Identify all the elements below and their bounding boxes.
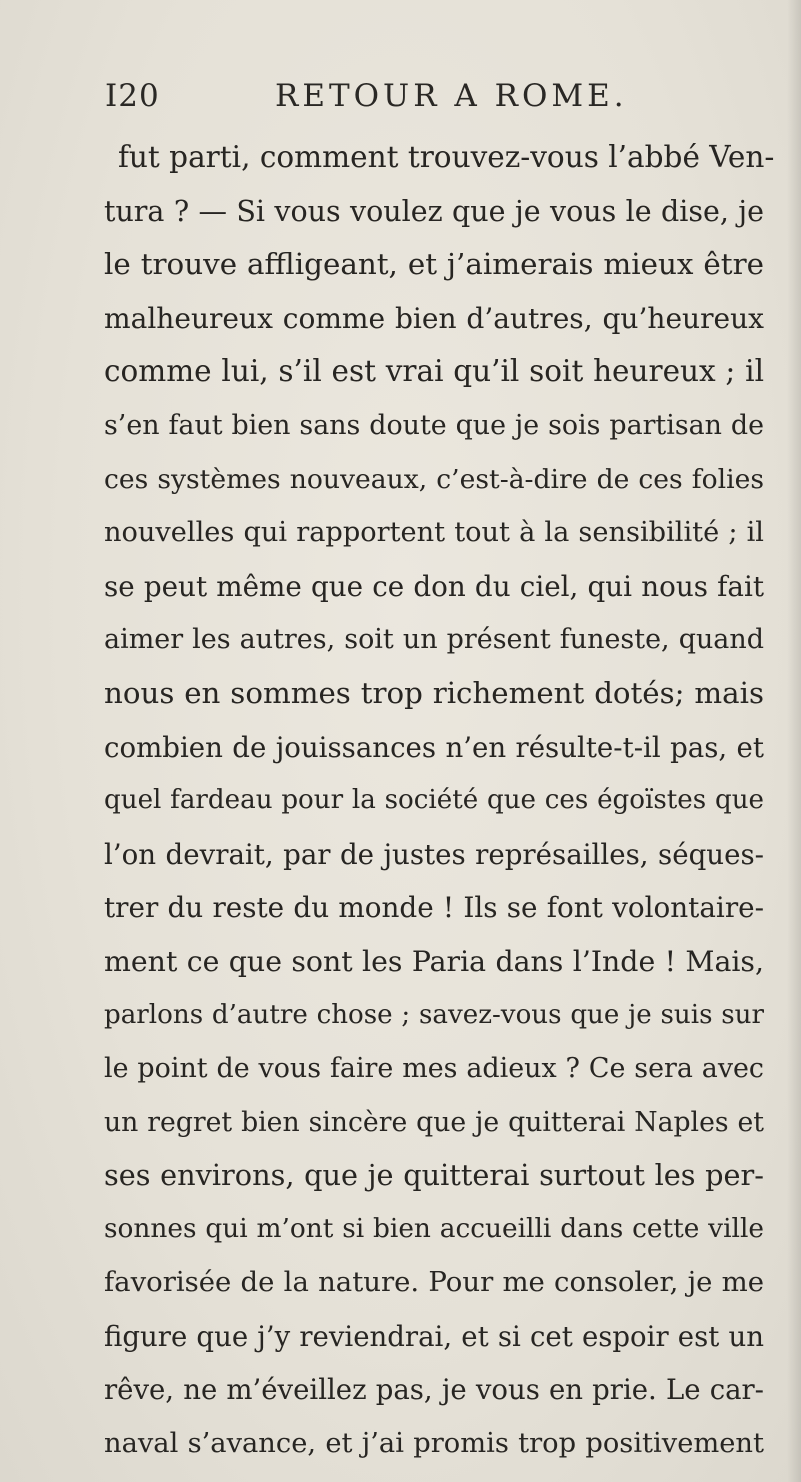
text-line: nous en sommes trop richement dotés; mais (104, 675, 764, 710)
text-line: nouvelles qui rapportent tout à la sensibilité ; il (104, 517, 764, 549)
text-line: quel fardeau pour la société que ces égoïstes que (104, 785, 764, 816)
page-header (105, 78, 665, 118)
text-line: naval s’avance, et j’ai promis trop positivement (104, 1428, 764, 1460)
text-line: rêve, ne m’éveillez pas, je vous en prie. Le car- (104, 1373, 764, 1406)
text-line: s’en faut bien sans doute que je sois partisan de (104, 409, 764, 441)
text-line: ces systèmes nouveaux, c’est-à-dire de ces folies (104, 463, 764, 495)
text-line: combien de jouissances n’en résulte-t-il pas, et (104, 730, 764, 764)
text-line: l’on devrait, par de justes représailles, séques- (104, 837, 764, 871)
text-line: le point de vous faire mes adieux ? Ce sera avec (104, 1053, 764, 1085)
text-line: un regret bien sincère que je quitterai Naples et (104, 1106, 764, 1138)
text-line: figure que j’y reviendrai, et si cet espoir est un (104, 1320, 764, 1354)
text-line: trer du reste du monde ! Ils se font volontaire- (104, 891, 764, 925)
text-line: comme lui, s’il est vrai qu’il soit heureux ; il (104, 354, 764, 389)
text-line: ment ce que sont les Paria dans l’Inde ! Mais, (104, 944, 764, 978)
page-number: I20 (105, 78, 160, 114)
text-line: sonnes qui m’ont si bien accueilli dans cette ville (104, 1213, 764, 1244)
text-line: malheureux comme bien d’autres, qu’heureux (104, 301, 764, 335)
text-line: favorisée de la nature. Pour me consoler, je me (104, 1266, 764, 1299)
text-line: fut parti, comment trouvez-vous l’abbé Ven- (118, 140, 775, 174)
text-line: le trouve affligeant, et j’aimerais mieux être (104, 247, 764, 282)
running-title: RETOUR A ROME. (275, 78, 628, 114)
body-text (104, 131, 775, 1471)
text-line: tura ? — Si vous voulez que je vous le dise, je (104, 194, 764, 228)
text-line: ses environs, que je quitterai surtout les per- (104, 1158, 764, 1193)
text-line: aimer les autres, soit un présent funeste, quand (104, 624, 764, 656)
text-line: parlons d’autre chose ; savez-vous que je suis sur (104, 999, 764, 1030)
page-edge-shadow (787, 0, 801, 1482)
text-line: se peut même que ce don du ciel, qui nous fait (104, 569, 764, 603)
